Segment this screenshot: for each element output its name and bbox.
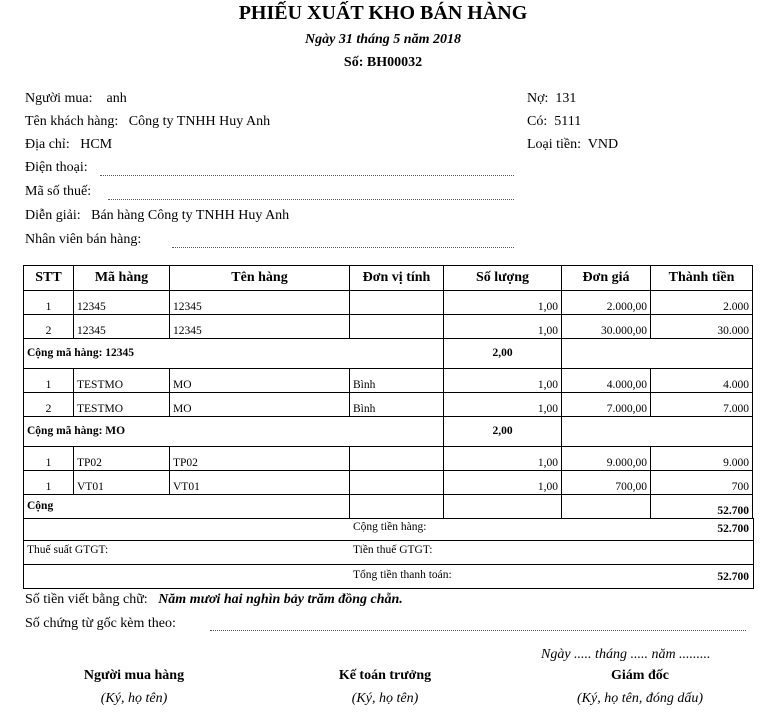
director-sign-note: (Ký, họ tên, đóng dấu)	[577, 691, 703, 706]
table-header-row	[24, 266, 753, 291]
cell-stt: 1	[24, 369, 74, 393]
table-row	[24, 369, 753, 393]
cell-name: 12345	[170, 315, 350, 339]
debit-value: 131	[555, 91, 577, 106]
cell-price: 2.000,00	[562, 291, 651, 315]
desc-value: Bán hàng Công ty TNHH Huy Anh	[91, 208, 290, 223]
subtotal-label: Cộng mã hàng: 12345	[24, 339, 444, 369]
customer-field	[25, 114, 270, 130]
words-label: Số tiền viết bằng chữ:	[25, 592, 148, 607]
cell-amount: 30.000	[651, 315, 753, 339]
buyer-sign-note: (Ký, họ tên)	[100, 691, 168, 706]
cell-amount: 700	[651, 471, 753, 495]
attach-dotted-line	[210, 630, 746, 631]
vat-amount-label: Tiền thuế GTGT:	[353, 544, 433, 556]
address-value: HCM	[80, 137, 113, 152]
amount-in-words	[25, 592, 403, 608]
customer-value: Công ty TNHH Huy Anh	[128, 114, 271, 129]
credit-value: 5111	[554, 114, 582, 129]
total-price-empty	[562, 495, 651, 519]
document-number: Số: BH00032	[343, 55, 423, 70]
accountant-sign-title: Kế toán trưởng	[338, 668, 432, 683]
subtotal-empty	[562, 417, 753, 447]
header-qty: Số lượng	[444, 266, 562, 291]
currency-label: Loại tiền:	[527, 137, 582, 152]
cell-code: TESTMO	[74, 369, 170, 393]
subtotal-label: Cộng mã hàng: MO	[24, 417, 444, 447]
currency-value: VND	[587, 137, 619, 152]
total-row	[24, 495, 753, 519]
cell-code: TP02	[74, 447, 170, 471]
summary-divider	[24, 564, 753, 565]
cell-unit: Bình	[350, 393, 444, 417]
cell-name: 12345	[170, 291, 350, 315]
cell-name: TP02	[170, 447, 350, 471]
summary-divider	[24, 540, 753, 541]
buyer-label: Người mua:	[25, 91, 93, 106]
header-code: Mã hàng	[74, 266, 170, 291]
grand-total-label: Tổng tiền thanh toán:	[353, 569, 452, 581]
cell-stt: 1	[24, 471, 74, 495]
address-label: Địa chỉ:	[25, 137, 70, 152]
address-field	[25, 137, 112, 153]
accountant-sign-note: (Ký, họ tên)	[351, 691, 419, 706]
group-subtotal-row	[24, 417, 753, 447]
buyer-value: anh	[106, 91, 127, 106]
desc-field	[25, 208, 289, 224]
cell-price: 30.000,00	[562, 315, 651, 339]
header-price: Đơn giá	[562, 266, 651, 291]
credit-label: Có:	[527, 114, 548, 129]
header-unit: Đơn vị tính	[350, 266, 444, 291]
vat-rate-label: Thuế suất GTGT:	[27, 544, 109, 556]
sign-date-line: Ngày ..... tháng ..... năm .........	[541, 647, 711, 662]
goods-total-label: Cộng tiền hàng:	[353, 521, 427, 533]
cell-unit	[350, 471, 444, 495]
credit-field	[527, 114, 581, 130]
cell-amount: 4.000	[651, 369, 753, 393]
subtotal-qty: 2,00	[444, 417, 562, 447]
phone-label: Điện thoại:	[25, 160, 88, 175]
attach-label: Số chứng từ gốc kèm theo:	[25, 616, 176, 631]
subtotal-qty: 2,00	[444, 339, 562, 369]
cell-price: 4.000,00	[562, 369, 651, 393]
currency-field	[527, 137, 618, 153]
cell-qty: 1,00	[444, 291, 562, 315]
cell-qty: 1,00	[444, 315, 562, 339]
header-name: Tên hàng	[170, 266, 350, 291]
cell-price: 700,00	[562, 471, 651, 495]
cell-stt: 2	[24, 315, 74, 339]
cell-code: 12345	[74, 291, 170, 315]
cell-amount: 7.000	[651, 393, 753, 417]
cell-stt: 1	[24, 291, 74, 315]
table-row	[24, 471, 753, 495]
cell-code: 12345	[74, 315, 170, 339]
header-stt: STT	[24, 266, 74, 291]
cell-unit: Bình	[350, 369, 444, 393]
words-value: Năm mươi hai nghìn bảy trăm đồng chẵn.	[158, 592, 403, 607]
cell-code: TESTMO	[74, 393, 170, 417]
summary-box	[23, 518, 754, 589]
header-amount: Thành tiền	[651, 266, 753, 291]
tax-label: Mã số thuế:	[25, 184, 92, 199]
group-subtotal-row	[24, 339, 753, 369]
customer-label: Tên khách hàng:	[25, 114, 119, 129]
grand-total-value: 52.700	[717, 571, 749, 583]
cell-price: 9.000,00	[562, 447, 651, 471]
buyer-field	[25, 91, 127, 107]
table-row	[24, 447, 753, 471]
cell-qty: 1,00	[444, 393, 562, 417]
document-date: Ngày 31 tháng 5 năm 2018	[305, 32, 461, 47]
total-unit-empty	[350, 495, 444, 519]
cell-qty: 1,00	[444, 369, 562, 393]
items-table	[23, 265, 753, 519]
cell-qty: 1,00	[444, 447, 562, 471]
staff-label: Nhân viên bán hàng:	[25, 232, 142, 247]
cell-unit	[350, 291, 444, 315]
cell-unit	[350, 315, 444, 339]
staff-dotted-line	[172, 247, 514, 248]
cell-amount: 9.000	[651, 447, 753, 471]
document-title: PHIẾU XUẤT KHO BÁN HÀNG	[238, 2, 528, 24]
tax-dotted-line	[108, 199, 514, 200]
table-row	[24, 291, 753, 315]
cell-qty: 1,00	[444, 471, 562, 495]
table-row	[24, 315, 753, 339]
table-row	[24, 393, 753, 417]
director-sign-title: Giám đốc	[611, 668, 669, 683]
buyer-sign-title: Người mua hàng	[83, 668, 185, 683]
cell-unit	[350, 447, 444, 471]
debit-field	[527, 91, 576, 107]
cell-name: MO	[170, 369, 350, 393]
cell-stt: 2	[24, 393, 74, 417]
goods-total-value: 52.700	[717, 523, 749, 535]
cell-price: 7.000,00	[562, 393, 651, 417]
total-label: Cộng	[24, 495, 350, 519]
cell-name: VT01	[170, 471, 350, 495]
total-amount: 52.700	[651, 495, 753, 519]
cell-amount: 2.000	[651, 291, 753, 315]
cell-name: MO	[170, 393, 350, 417]
cell-code: VT01	[74, 471, 170, 495]
desc-label: Diễn giải:	[25, 208, 81, 223]
cell-stt: 1	[24, 447, 74, 471]
debit-label: Nợ:	[527, 91, 549, 106]
phone-dotted-line	[100, 175, 514, 176]
subtotal-empty	[562, 339, 753, 369]
total-qty-empty	[444, 495, 562, 519]
